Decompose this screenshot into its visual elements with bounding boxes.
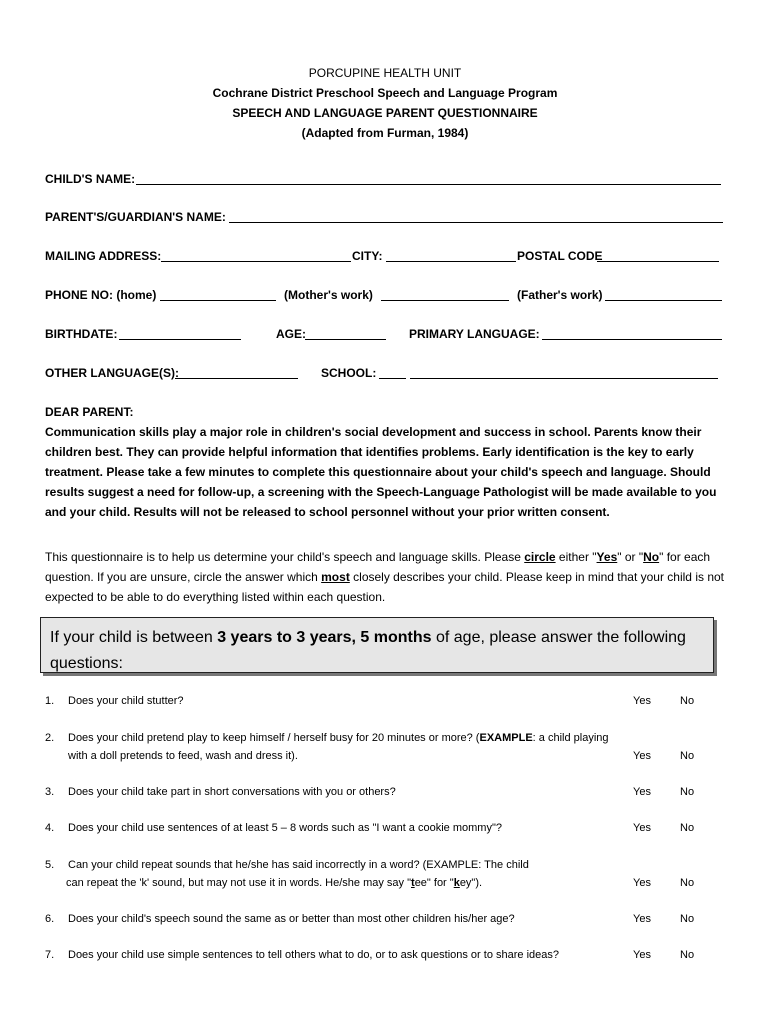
instructions-most: most [321, 570, 350, 584]
city-label: CITY: [352, 249, 383, 263]
question-number: 5. [45, 859, 55, 871]
q4-yes-option[interactable]: Yes [633, 822, 651, 834]
phone-father-label: (Father's work) [517, 288, 603, 302]
instructions-text: closely describes your child. Please keep in mind that your child is not expected to be able to do everything listed within each question. [45, 570, 724, 604]
question-text-part: can repeat the 'k' sound, but may not use it in words. He/she may say " [66, 877, 412, 889]
question-emphasis: t [411, 877, 415, 889]
other-languages-field[interactable] [175, 378, 298, 379]
program-name: Cochrane District Preschool Speech and Language Program [212, 86, 558, 100]
question-text: Does your child take part in short conversations with you or others? [68, 786, 396, 798]
q3-no-option[interactable]: No [680, 786, 695, 798]
birthdate-label: BIRTHDATE: [45, 327, 118, 341]
question-text-part: : a child playing with a doll pretends to feed, wash and dress it). [68, 732, 609, 762]
postal-code-label: POSTAL CODE [517, 249, 603, 263]
q5-yes-option[interactable]: Yes [633, 877, 651, 889]
primary-language-label: PRIMARY LANGUAGE: [409, 327, 540, 341]
question-number: 4. [45, 822, 55, 834]
q2-yes-option[interactable]: Yes [633, 750, 651, 762]
instructions-text: either " [555, 550, 597, 564]
dear-parent-body: Communication skills play a major role in children's social development and success in school. Parents know their children best. They can provide helpful information that identifies problems. Early identification is the key to early treatment. Please take a few minutes to complete this questionnaire about your child's speech and language. Should results suggest a need for follow-up, a screening with the Speech-Language Pathologist will be made available to you and your child. Results will not be released to school personnel without your prior written consent. [45, 425, 717, 519]
parent-name-label: PARENT'S/GUARDIAN'S NAME: [45, 210, 226, 224]
question-text [68, 729, 613, 765]
question-number: 7. [45, 949, 55, 961]
instructions-text: " or " [617, 550, 644, 564]
instructions-text: " for each question. If you are unsure, circle the answer which [45, 550, 711, 584]
instructions [45, 547, 735, 607]
q1-no-option[interactable]: No [680, 695, 695, 707]
question-text: Does your child use simple sentences to tell others what to do, or to ask questions or to share ideas? [68, 949, 559, 961]
school-field-short[interactable] [379, 378, 406, 379]
city-field[interactable] [386, 261, 516, 262]
instructions-no: No [643, 550, 660, 564]
question-text [68, 856, 613, 874]
q4-no-option[interactable]: No [680, 822, 695, 834]
phone-mother-field[interactable] [381, 300, 509, 301]
postal-code-field[interactable] [597, 261, 719, 262]
form-title: SPEECH AND LANGUAGE PARENT QUESTIONNAIRE [232, 106, 538, 120]
form-subtitle: (Adapted from Furman, 1984) [301, 126, 469, 140]
phone-home-field[interactable] [160, 300, 276, 301]
phone-father-field[interactable] [605, 300, 722, 301]
q3-yes-option[interactable]: Yes [633, 786, 651, 798]
question-text-part: ee" for " [414, 877, 454, 889]
question-5-line-2 [66, 874, 606, 892]
org-name: PORCUPINE HEALTH UNIT [308, 66, 462, 80]
dear-parent-heading: DEAR PARENT: [45, 405, 134, 419]
age-range-before: If your child is between [50, 629, 218, 646]
mailing-address-label: MAILING ADDRESS: [45, 249, 162, 263]
question-number: 3. [45, 786, 55, 798]
parent-name-field[interactable] [229, 222, 723, 223]
phone-home-label: PHONE NO: (home) [45, 288, 157, 302]
age-range-box [40, 617, 714, 673]
question-text-part: ey"). [459, 877, 483, 889]
question-number: 1. [45, 695, 55, 707]
q6-no-option[interactable]: No [680, 913, 695, 925]
question-text-part: Can your child repeat sounds that he/she has said incorrectly in a word? (EXAMPLE: The child [68, 859, 529, 871]
question-text: Does your child use sentences of at least 5 – 8 words such as "I want a cookie mommy"? [68, 822, 502, 834]
other-languages-label: OTHER LANGUAGE(S): [45, 366, 179, 380]
q2-no-option[interactable]: No [680, 750, 695, 762]
age-label: AGE: [276, 327, 306, 341]
q1-yes-option[interactable]: Yes [633, 695, 651, 707]
instructions-circle: circle [524, 550, 556, 564]
age-range-text [50, 625, 700, 673]
question-example-label: EXAMPLE [479, 732, 533, 744]
primary-language-field[interactable] [542, 339, 722, 340]
question-emphasis: k [453, 877, 460, 889]
instructions-yes: Yes [596, 550, 618, 564]
school-label: SCHOOL: [321, 366, 377, 380]
q6-yes-option[interactable]: Yes [633, 913, 651, 925]
question-text: Does your child stutter? [68, 695, 184, 707]
phone-mother-label: (Mother's work) [284, 288, 373, 302]
question-number: 2. [45, 732, 55, 744]
question-number: 6. [45, 913, 55, 925]
q7-yes-option[interactable]: Yes [633, 949, 651, 961]
child-name-label: CHILD'S NAME: [45, 172, 136, 186]
school-field[interactable] [410, 378, 718, 379]
question-text-part: Does your child pretend play to keep himself / herself busy for 20 minutes or more? ( [68, 732, 480, 744]
instructions-text: This questionnaire is to help us determine your child's speech and language skills. Please [45, 550, 525, 564]
birthdate-field[interactable] [119, 339, 241, 340]
age-field[interactable] [305, 339, 386, 340]
child-name-field[interactable] [136, 184, 721, 185]
mailing-address-field[interactable] [161, 261, 351, 262]
age-range-after: of age, please answer the following questions: [50, 629, 686, 672]
age-range-value: 3 years to 3 years, 5 months [217, 629, 432, 646]
question-text: Does your child's speech sound the same as or better than most other children his/her age? [68, 913, 515, 925]
q5-no-option[interactable]: No [680, 877, 695, 889]
q7-no-option[interactable]: No [680, 949, 695, 961]
